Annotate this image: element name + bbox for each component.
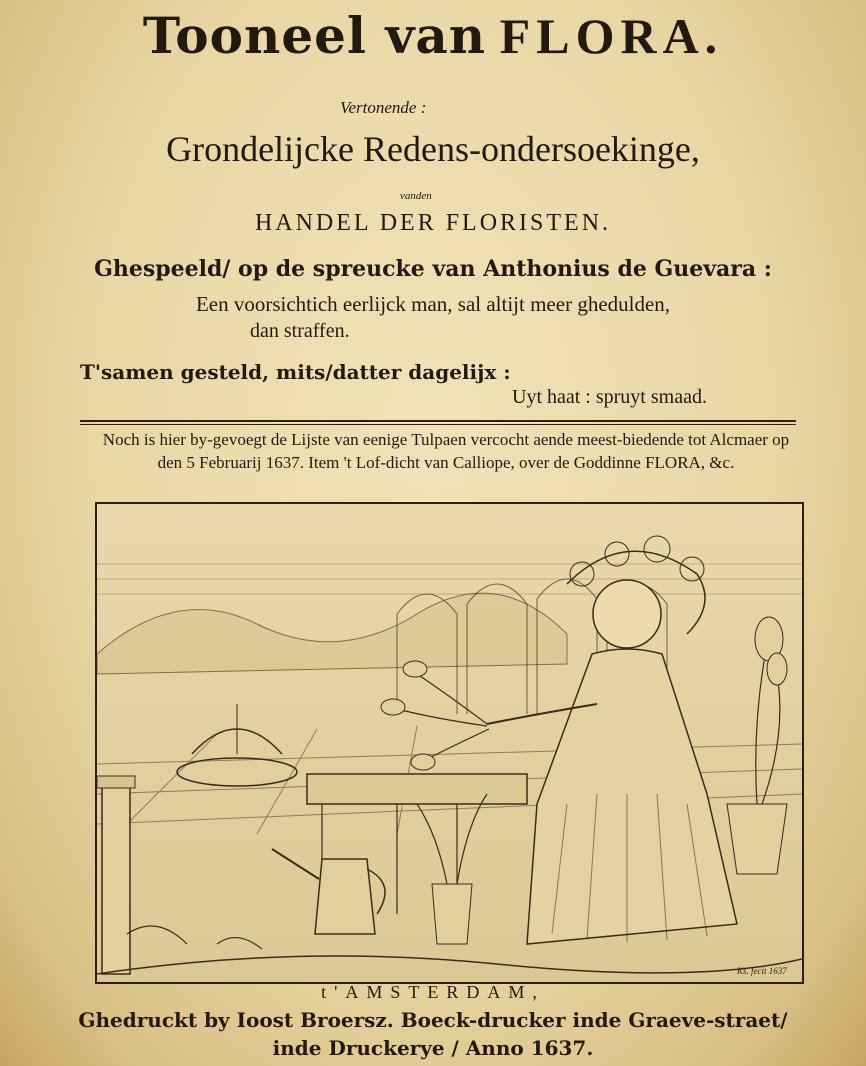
vanden-label: vanden (400, 190, 432, 202)
engraver-signature: Ks. fecit 1637 (737, 966, 787, 976)
printer-line-1: Ghedruckt by Ioost Broersz. Boeck-drucker inde Graeve-straet/ (78, 1008, 788, 1032)
title-flora: FLORA. (499, 8, 724, 64)
flora-engraving (95, 502, 804, 984)
page-title (0, 6, 866, 65)
uyt-haat-line: Uyt haat : spruyt smaad. (512, 386, 707, 408)
vertonende-label: Vertonende : (340, 98, 427, 117)
divider-rule (80, 420, 796, 422)
divider-rule-thin (80, 424, 796, 425)
subtitle: Grondelijcke Redens-ondersoekinge, (166, 129, 700, 169)
handel-heading: HANDEL DER FLORISTEN. (254, 210, 612, 236)
tsamen-line: T'samen gesteld, mits/datter dagelijx : (80, 360, 511, 384)
noch-paragraph: Noch is hier by-gevoegt de Lijste van eenige Tulpaen vercocht aende meest-biedende tot Alcmaer op den 5 Februarij 1637. Item 't Lof-dicht van Calliope, over de Goddinne FLORA, &c. (102, 430, 790, 472)
motto-line-2: dan straffen. (250, 320, 350, 342)
gespeeld-line: Ghespeeld/ op de spreucke van Anthonius de Guevara : (94, 256, 772, 282)
printer-line-2: inde Druckerye / Anno 1637. (272, 1036, 594, 1060)
motto-line-1: Een voorsichtich eerlijck man, sal altijt meer ghedulden, (195, 292, 671, 316)
title-blackletter: Tooneel van (142, 6, 487, 65)
city-line: t'AMSTERDAM, (321, 982, 545, 1002)
